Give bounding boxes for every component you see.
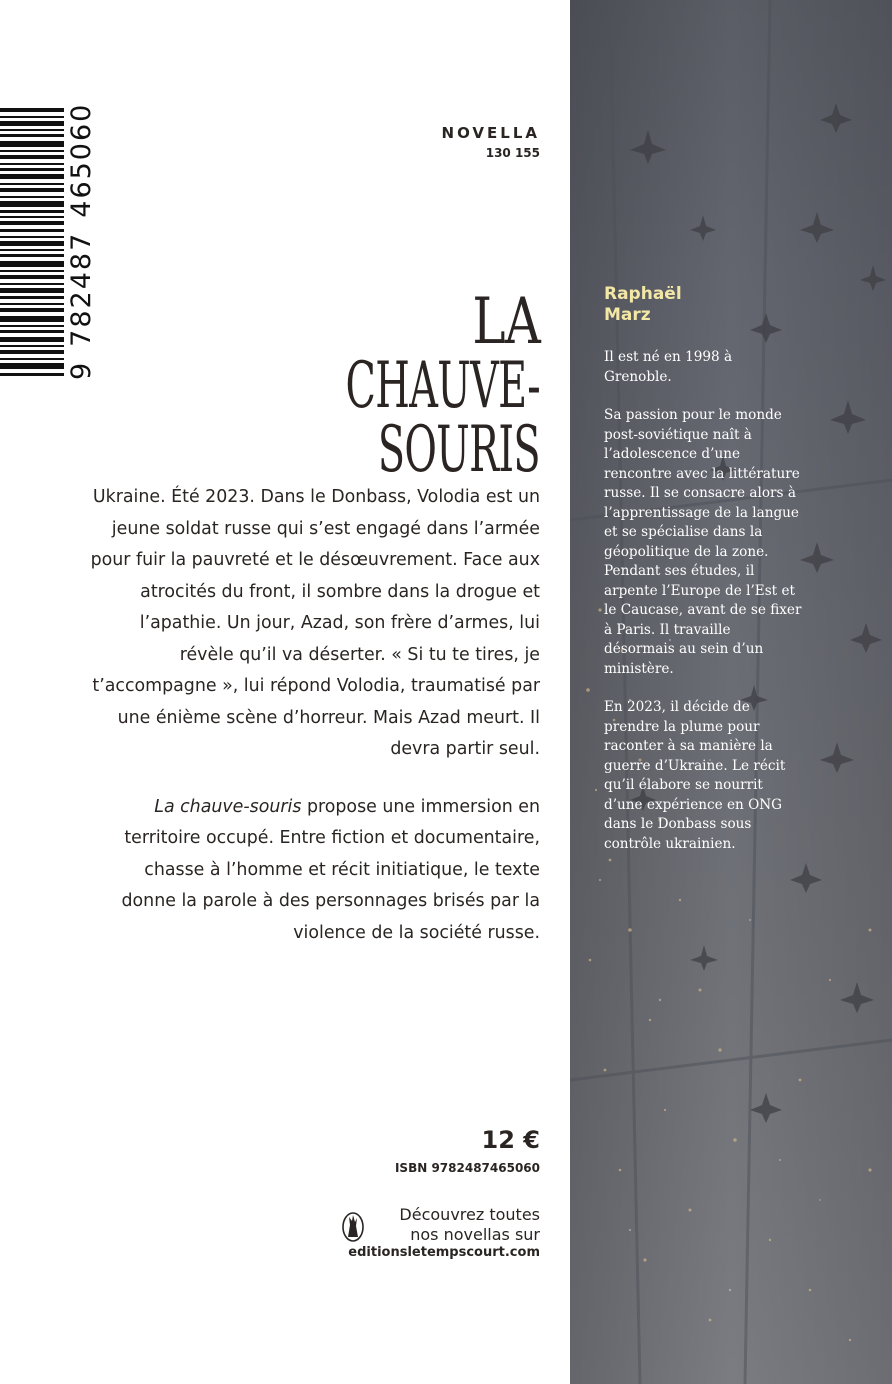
barcode-bars bbox=[0, 108, 64, 380]
bio-paragraph: En 2023, il décide de prendre la plume pour raconter à sa manière la guerre d’Ukraine. Le récit qu’il élabore se nourrit d’une expérience en ONG dans le Donbass sous contrôle ukrainien. bbox=[604, 699, 786, 852]
synopsis-paragraph: Ukraine. Été 2023. Dans le Donbass, Volodia est un jeune soldat russe qui s’est engagé dans l’armée pour fuir la pauvreté et le désœuvrement. Face aux atrocités du front, il sombre dans la drogue et l’apathie. Un jour, Azad, son frère d’armes, lui révèle qu’il va déserter. « Si tu te tires, je t’accompagne », lui répond Volodia, traumatisé par une énième scène d’horreur. Mais Azad meurt. Il devra partir seul. bbox=[90, 487, 540, 759]
synopsis-paragraph bbox=[90, 792, 540, 950]
barcode-digit-group: 782487 bbox=[65, 231, 97, 347]
collection-name: NOVELLA bbox=[441, 124, 540, 142]
publisher-promo bbox=[320, 1205, 540, 1265]
right-panel-photo bbox=[570, 0, 892, 1384]
isbn: ISBN 9782487465060 bbox=[394, 1161, 540, 1175]
bio-paragraph: Il est né en 1998 à Grenoble. bbox=[604, 349, 733, 385]
author-name bbox=[604, 284, 682, 326]
barcode-digit-group: 9 bbox=[65, 360, 97, 380]
promo-line-2: nos novellas sur bbox=[410, 1225, 540, 1244]
synopsis-paragraph-text: propose une immersion en territoire occupé. Entre fiction et documentaire, chasse à l’homme et récit initiatique, le texte donne la parole à des personnages brisés par la violence de la société russe. bbox=[121, 796, 540, 943]
price: 12 € bbox=[481, 1126, 540, 1154]
synopsis bbox=[90, 482, 540, 975]
barcode-digit-group: 465060 bbox=[65, 102, 97, 218]
publisher-url[interactable]: editionsletempscourt.com bbox=[348, 1245, 540, 1260]
author-first-name: Raphaël bbox=[604, 284, 682, 304]
synopsis-title-italic: La chauve-souris bbox=[154, 796, 302, 817]
promo-text bbox=[399, 1205, 540, 1245]
author-bio bbox=[604, 348, 804, 873]
promo-line-1: Découvrez toutes bbox=[399, 1205, 540, 1224]
collection-number: 130 155 bbox=[485, 146, 540, 160]
title-line-1: LA bbox=[472, 285, 540, 359]
title-line-2: CHAUVE-SOURIS bbox=[345, 349, 540, 487]
publisher-logo-icon bbox=[342, 1207, 364, 1243]
book-title bbox=[70, 285, 540, 487]
author-last-name: Marz bbox=[604, 305, 651, 325]
collection-label bbox=[340, 124, 540, 160]
bio-paragraph: Sa passion pour le monde post-soviétique naît à l’adolescence d’une rencontre avec la littérature russe. Il se consacre alors à l’apprentissage de la langue et se spécialise dans la géopolitique de la zone. Pendant ses études, il arpente l’Europe de l’Est et le Caucase, avant de se fixer à Paris. Il travaille désormais au sein d’un ministère. bbox=[604, 407, 802, 677]
